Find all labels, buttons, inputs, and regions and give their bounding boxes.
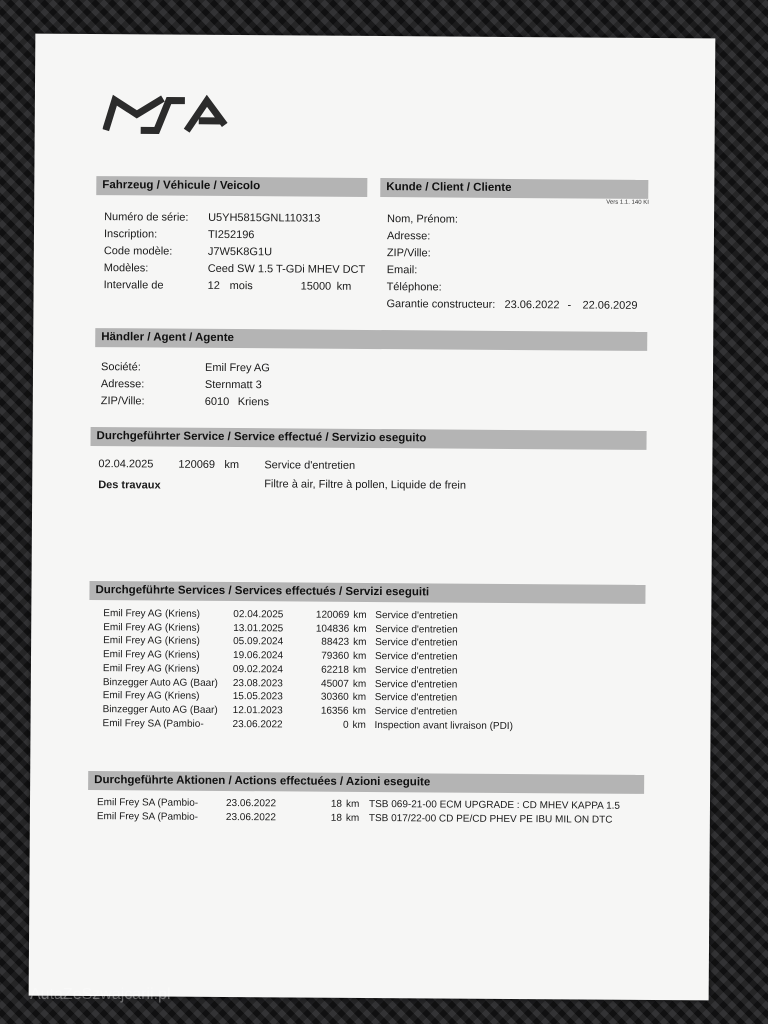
services-row-km: 79360 xyxy=(321,650,350,662)
services-row-dealer: Emil Frey AG (Kriens) xyxy=(103,635,200,648)
watermark: AutaZeSzwajcarii.pl xyxy=(30,986,171,1003)
services-row-unit: km xyxy=(352,678,367,690)
services-row-km: 104836 xyxy=(315,623,350,635)
client-name-label: Nom, Prénom: xyxy=(387,213,459,226)
services-row-date: 23.06.2022 xyxy=(232,718,283,730)
services-row-date: 13.01.2025 xyxy=(233,622,284,635)
warranty-to: 22.06.2029 xyxy=(582,299,638,312)
client-section-header: Kunde / Client / Cliente xyxy=(380,178,648,199)
client-address-label: Adresse: xyxy=(386,230,431,243)
actions-table xyxy=(30,797,710,832)
interval-km-unit: km xyxy=(336,280,352,293)
services-row-dealer: Emil Frey AG (Kriens) xyxy=(102,690,200,702)
service-document xyxy=(29,34,716,1001)
services-row-type: Service d'entretien xyxy=(375,637,458,649)
action-row-date: 23.06.2022 xyxy=(225,811,277,823)
services-row-dealer: Emil Frey AG (Kriens) xyxy=(103,621,200,634)
services-row-dealer: Emil Frey AG (Kriens) xyxy=(103,608,201,620)
client-phone-label: Téléphone: xyxy=(386,281,442,294)
services-row-type: Service d'entretien xyxy=(375,623,458,636)
services-row-type: Service d'entretien xyxy=(374,664,458,677)
services-row-date: 23.08.2023 xyxy=(232,677,283,689)
svg-text:KIA: KIA xyxy=(102,94,105,96)
action-row-desc: TSB 069-21-00 ECM UPGRADE : CD MHEV KAPPA 1.5 xyxy=(368,798,621,812)
dealer-address-label: Adresse: xyxy=(100,378,145,391)
services-row-km: 0 xyxy=(342,719,349,731)
services-row-km: 30360 xyxy=(320,691,349,704)
services-row-dealer: Emil Frey SA (Pambio- xyxy=(102,717,204,730)
models-label: Modèles: xyxy=(103,262,149,275)
dealer-address-value: Sternmatt 3 xyxy=(204,378,262,392)
company-value: Emil Frey AG xyxy=(204,361,270,375)
interval-months: 12 xyxy=(207,279,220,292)
client-zip-label: ZIP/Ville: xyxy=(386,247,431,260)
warranty-separator: - xyxy=(567,299,572,312)
works-value: Filtre à air, Filtre à pollen, Liquide de frein xyxy=(264,478,467,492)
services-row-unit: km xyxy=(352,692,367,704)
action-row-dealer: Emil Frey SA (Pambio- xyxy=(96,810,199,823)
serial-value: U5YH5815GNL110313 xyxy=(208,211,321,225)
dealer-zip-label: ZIP/Ville: xyxy=(100,395,145,408)
services-table xyxy=(30,608,711,743)
interval-km: 15000 xyxy=(300,280,332,293)
services-row-unit: km xyxy=(353,623,367,635)
action-row-km: 18 xyxy=(330,812,342,824)
services-history-header: Durchgeführte Services / Services effectués / Servizi eseguiti xyxy=(89,581,645,604)
version-label: Vers 1.1. 140 KI xyxy=(606,199,649,206)
serial-label: Numéro de série: xyxy=(104,211,189,224)
action-row-dealer: Emil Frey SA (Pambio- xyxy=(96,797,199,809)
action-row-desc: TSB 017/22-00 CD PE/CD PHEV PE IBU MIL ON DTC xyxy=(368,812,613,826)
services-row-dealer: Emil Frey AG (Kriens) xyxy=(102,649,200,661)
dealer-zip-value: 6010 xyxy=(204,395,230,409)
services-row-km: 88423 xyxy=(321,637,350,649)
service-km-unit: km xyxy=(224,458,240,472)
services-row-date: 02.04.2025 xyxy=(233,609,284,621)
services-row-type: Service d'entretien xyxy=(374,678,458,691)
model-code-value: J7W5K8G1U xyxy=(207,245,273,259)
services-row-km: 120069 xyxy=(315,609,350,621)
inscription-value: TI252196 xyxy=(207,228,255,242)
services-row-unit: km xyxy=(353,609,367,621)
services-row-dealer: Emil Frey AG (Kriens) xyxy=(102,662,200,675)
models-value: Ceed SW 1.5 T-GDi MHEV DCT xyxy=(207,262,366,276)
services-row-type: Service d'entretien xyxy=(374,651,458,663)
model-code-label: Code modèle: xyxy=(103,245,173,258)
inscription-label: Inscription: xyxy=(103,228,158,241)
kia-logo xyxy=(103,94,243,139)
action-row-unit: km xyxy=(345,798,360,810)
services-row-type: Service d'entretien xyxy=(374,692,458,704)
services-row-type: Service d'entretien xyxy=(375,610,458,622)
services-row-dealer: Binzegger Auto AG (Baar) xyxy=(102,704,218,716)
services-row-dealer: Binzegger Auto AG (Baar) xyxy=(102,676,218,689)
interval-label: Intervalle de xyxy=(103,279,164,292)
works-label: Des travaux xyxy=(98,479,161,492)
warranty-from: 23.06.2022 xyxy=(504,298,560,312)
action-row-unit: km xyxy=(345,812,360,824)
action-row-date: 23.06.2022 xyxy=(225,797,277,810)
services-row-unit: km xyxy=(352,650,367,663)
action-row-km: 18 xyxy=(330,798,343,810)
services-row-unit: km xyxy=(352,705,367,717)
services-row-date: 05.09.2024 xyxy=(233,636,284,648)
services-row-km: 45007 xyxy=(320,678,349,690)
dealer-section-header: Händler / Agent / Agente xyxy=(95,328,647,351)
dealer-city-value: Kriens xyxy=(237,396,270,409)
company-label: Société: xyxy=(100,361,141,374)
services-row-type: Service d'entretien xyxy=(374,705,458,718)
warranty-label: Garantie constructeur: xyxy=(386,298,496,311)
client-email-label: Email: xyxy=(386,264,418,277)
interval-months-unit: mois xyxy=(229,280,253,293)
service-date: 02.04.2025 xyxy=(98,458,154,471)
services-row-date: 09.02.2024 xyxy=(232,663,284,676)
services-row-unit: km xyxy=(352,719,366,731)
services-row-km: 16356 xyxy=(320,705,349,717)
vehicle-section-header: Fahrzeug / Véhicule / Veicolo xyxy=(96,176,367,197)
service-done-header: Durchgeführter Service / Service effectué / Servizio eseguito xyxy=(90,427,646,450)
actions-header: Durchgeführte Aktionen / Actions effectuées / Azioni eseguite xyxy=(88,771,644,794)
services-row-type: Inspection avant livraison (PDI) xyxy=(374,719,513,732)
services-row-date: 12.01.2023 xyxy=(232,704,283,717)
services-row-unit: km xyxy=(352,664,367,676)
service-type: Service d'entretien xyxy=(264,459,356,472)
services-row-unit: km xyxy=(353,637,367,649)
services-row-km: 62218 xyxy=(321,664,349,676)
services-row-date: 19.06.2024 xyxy=(232,650,284,662)
services-row-date: 15.05.2023 xyxy=(232,691,283,703)
service-km: 120069 xyxy=(178,458,216,471)
